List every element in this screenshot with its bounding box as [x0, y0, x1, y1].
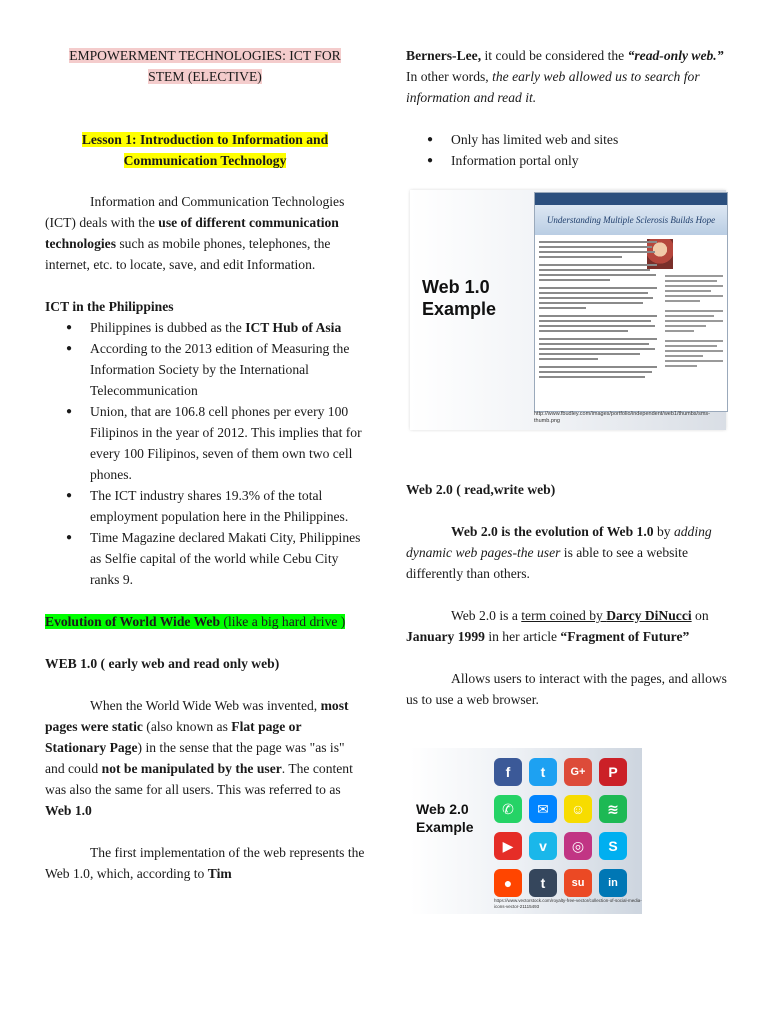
ict-philippines-heading-text: ICT in the Philippines: [45, 299, 174, 314]
youtube-icon: ▶: [494, 832, 522, 860]
web1-p2-text-1: The first implementation of the web represents the Web 1.0, which, according to: [45, 845, 365, 881]
web1-p1-bold-1: most pages were static: [45, 698, 349, 734]
web2-p2-bold-1: January 1999: [406, 629, 485, 644]
web1-example-image: [410, 190, 726, 430]
web2-paragraph-1: [406, 521, 728, 584]
web2-p2-text-2: on: [691, 608, 709, 623]
web1-p1-text-2: (also known as: [142, 719, 232, 734]
stumbleupon-icon: su: [564, 869, 592, 897]
ict-philippines-list: [45, 317, 365, 590]
skype-icon: S: [599, 832, 627, 860]
web1-p1-bold-3: not be manipulated by the user: [101, 761, 282, 776]
document-title: [45, 45, 365, 87]
sample-page-banner: Understanding Multiple Sclerosis Builds Hope: [535, 205, 727, 235]
web2-p2-text-3: in her article: [484, 629, 561, 644]
web1-p2-text-2: it could be considered the: [481, 48, 628, 63]
lesson-heading: [45, 129, 365, 171]
web1-heading-text: WEB 1.0 ( early web and read only web): [45, 656, 280, 671]
web1-p1-text-1: When the World Wide Web was invented,: [90, 698, 321, 713]
title-line-2: STEM (ELECTIVE): [148, 69, 262, 84]
list-item: ● The ICT industry shares 19.3% of the total employment population here in the Philippines.: [45, 485, 365, 527]
web1-example-title: Web 1.0 Example: [422, 277, 497, 319]
web1-p2-italic: the early web allowed us to search for information and read it.: [406, 69, 700, 105]
web2-p1-italic: adding dynamic web pages-the user: [406, 524, 712, 560]
web2-paragraph-3: Allows users to interact with the pages, and allows us to use a web browser.: [406, 671, 727, 707]
messenger-icon: ✉: [529, 795, 557, 823]
bullet-1-text: Philippines is dubbed as the: [90, 320, 246, 335]
pinterest-icon: P: [599, 758, 627, 786]
lesson-line-2: Communication Technology: [123, 153, 287, 168]
intro-bold: use of different communication technologies: [45, 215, 339, 251]
intro-text-1: Information and Communication Technologies (ICT) deals with the: [45, 194, 345, 230]
web2-heading-text: Web 2.0 ( read,write web): [406, 482, 556, 497]
web2-example-image: [410, 748, 642, 914]
web1-sample-page: [534, 192, 728, 412]
web2-p2-text-1: Web 2.0 is a: [451, 608, 522, 623]
web1-p1-text-4: . The content was also the same for all users. This was referred to as: [45, 761, 353, 797]
list-item: ● According to the 2013 edition of Measuring the Information Society by the International Telecommunication: [45, 338, 365, 401]
web1-paragraph-2-start: The first implementation of the web represents the Web 1.0, which, according to Tim: [45, 845, 365, 881]
web2-p1-text-1: by: [653, 524, 674, 539]
sample-page-quotes: [665, 275, 723, 370]
list-item: [45, 317, 365, 338]
sample-page-text-lines: [539, 241, 657, 381]
web1-p1-bold-2: Flat page or Stationary Page: [45, 719, 302, 755]
list-item: ● Union, that are 106.8 cell phones per every 100 Filipinos in the year of 2012. This implies that for every 100 Filipinos, seven of them own two cell phones.: [45, 401, 365, 485]
title-line-1: EMPOWERMENT TECHNOLOGIES: ICT FOR: [69, 48, 341, 63]
web1-p2-bold-italic: “read-only web.”: [627, 48, 724, 63]
web2-p1-text-2: is able to see a website differently than others.: [406, 545, 688, 581]
web2-example-title: Web 2.0 Example: [416, 801, 474, 835]
instagram-icon: ◎: [564, 832, 592, 860]
web1-paragraph-2-continued: Berners-Lee, it could be considered the “read-only web.” In other words, the early web allowed us to search for information and read it.: [406, 48, 724, 105]
linkedin-icon: in: [599, 869, 627, 897]
list-item: ● Only has limited web and sites: [406, 129, 728, 150]
bullet-1-bold: ICT Hub of Asia: [245, 320, 342, 335]
web1-heading: [45, 653, 365, 674]
evolution-bold: Evolution of World Wide Web: [45, 614, 221, 629]
twitter-icon: t: [529, 758, 557, 786]
ict-philippines-heading: [45, 296, 365, 317]
web1-p1-text-3: ) in the sense that the page was "as is" and could: [45, 740, 345, 776]
web2-p2-underline-bold: Darcy DiNucci: [606, 608, 692, 623]
web2-image-caption: https://www.vectorstock.com/royalty-free-vector/collection-of-social-media-icons-vector-21115493: [494, 898, 642, 909]
whatsapp-icon: ✆: [494, 795, 522, 823]
evolution-rest: (like a big hard drive ): [220, 614, 346, 629]
web1-paragraph-1: [45, 695, 365, 821]
web1-bullets: [406, 129, 728, 171]
web2-paragraph-2: [406, 605, 728, 647]
web1-p2-text-3: In other words,: [406, 69, 493, 84]
spotify-icon: ≋: [599, 795, 627, 823]
reddit-icon: ●: [494, 869, 522, 897]
web1-image-caption: http://www.fbudley.com/images/portfolio/independent/web1/thumbs/sms-thumb.png: [534, 411, 710, 424]
list-item: ● Information portal only: [406, 150, 728, 171]
vimeo-icon: v: [529, 832, 557, 860]
tumblr-icon: t: [529, 869, 557, 897]
web2-heading: [406, 479, 728, 500]
list-item: ● Time Magazine declared Makati City, Philippines as Selfie capital of the world while Cebu City ranks 9.: [45, 527, 365, 590]
intro-paragraph: [45, 191, 365, 275]
intro-text-2: such as mobile phones, telephones, the internet, etc. to locate, save, and edit Information.: [45, 236, 331, 272]
left-column: [45, 0, 365, 884]
sample-page-nav: [535, 193, 727, 205]
google-plus-icon: G+: [564, 758, 592, 786]
web2-p2-underline: term coined by: [521, 608, 607, 623]
facebook-icon: f: [494, 758, 522, 786]
lesson-line-1: Lesson 1: Introduction to Information and: [81, 132, 329, 147]
web1-p1-bold-4: Web 1.0: [45, 803, 92, 818]
web2-p1-bold: Web 2.0 is the evolution of Web 1.0: [451, 524, 654, 539]
web2-p2-bold-2: “Fragment of Future”: [560, 629, 690, 644]
social-icon-grid: [494, 758, 634, 897]
evolution-heading: [45, 611, 365, 632]
snapchat-icon: ☺: [564, 795, 592, 823]
